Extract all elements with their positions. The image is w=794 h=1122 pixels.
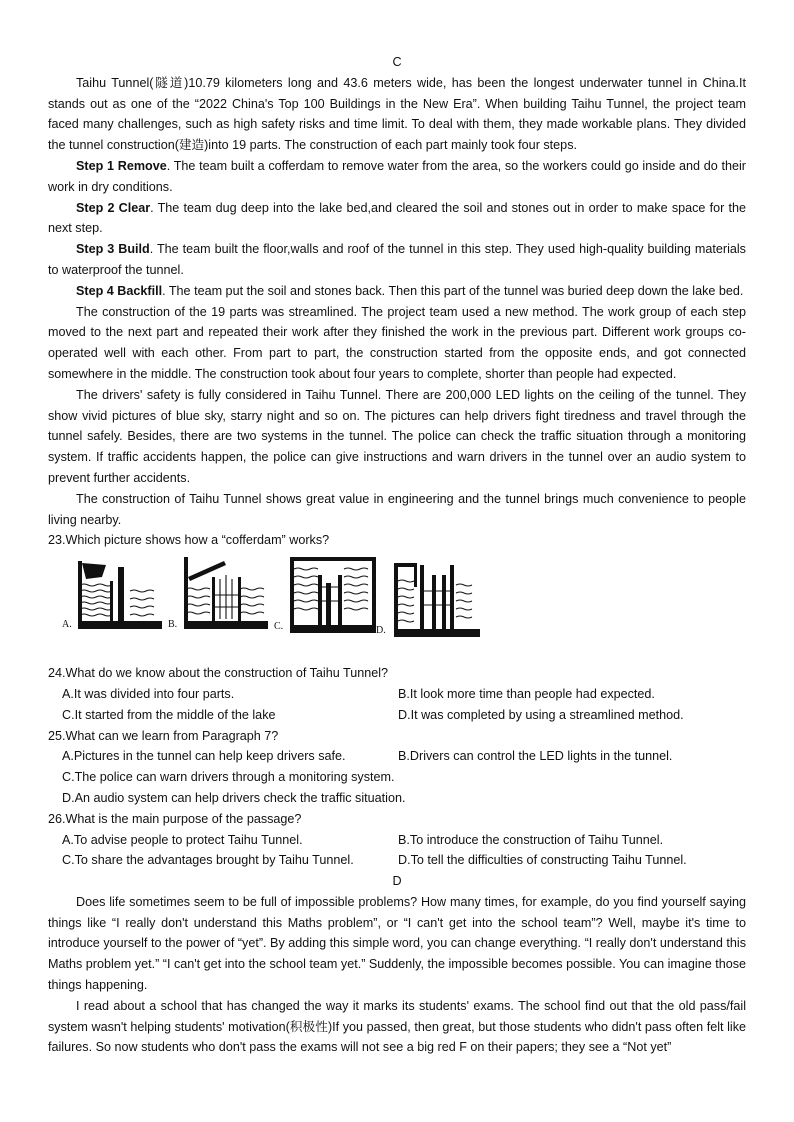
streamlined-paragraph: The construction of the 19 parts was streamlined. The project team used a new method. The work group of each step moved to the next part and repeated their work after they finished the work in the previous part. Different work groups co-operated well with each other. From part to part, the construction started from the opposite ends, and got connected somewhere in the middle. The construction took about four years to complete, shorter than people had expected. xyxy=(48,304,746,381)
section-d-heading: D xyxy=(392,874,402,889)
picture-b[interactable] xyxy=(168,555,268,631)
step-2-paragraph: Step 2 Clear. The team dug deep into the lake bed,and cleared the soil and stones out in order to make space for the next step. xyxy=(48,200,746,236)
picture-d[interactable] xyxy=(376,555,480,637)
question-26-options xyxy=(48,830,746,872)
picture-b-label: B. xyxy=(168,619,178,631)
q26-option-d[interactable]: D.To tell the difficulties of constructing Taihu Tunnel. xyxy=(398,853,687,868)
q24-option-c[interactable]: C.It started from the middle of the lake xyxy=(62,707,276,722)
step-1-title: Step 1 Remove xyxy=(76,158,167,173)
question-25-options xyxy=(48,746,746,808)
step-3-title: Step 3 Build xyxy=(76,242,150,257)
cofferdam-pictures xyxy=(48,555,746,663)
picture-c-label: C. xyxy=(274,621,284,633)
q24-option-d[interactable]: D.It was completed by using a streamlined method. xyxy=(398,707,684,722)
section-c-heading: C xyxy=(392,55,402,69)
picture-d-label: D. xyxy=(376,625,386,637)
step-3-paragraph: Step 3 Build. The team built the floor,walls and roof of the tunnel in this step. They used high-quality building materials to waterproof the tunnel. xyxy=(48,242,746,277)
conclusion-paragraph: The construction of Taihu Tunnel shows great value in engineering and the tunnel brings much convenience to people living nearby. xyxy=(48,491,746,527)
safety-paragraph: The drivers' safety is fully considered in Taihu Tunnel. There are 200,000 LED lights on the ceiling of the tunnel. They show vivid pictures of blue sky, starry night and so on. The pictures can help drivers fight tiredness and travel through the tunnel safely. Besides, there are two systems in the tunnel. The police can check the traffic situation through a monitoring system. If traffic accidents happen, the police can give instructions and warn drivers in the tunnel over an audio system to prevent further accidents. xyxy=(48,387,746,485)
question-25: 25.What can we learn from Paragraph 7? xyxy=(48,728,279,743)
passage-d-paragraph-1: Does life sometimes seem to be full of impossible problems? How many times, for example, do you find yourself saying things like “I really don't understand this Maths problem”, or “I can't get into the school team”? Well, maybe it's time to introduce yourself to the power of “yet”. By adding this simple word, you can change everything. “I really don't understand this Maths problem yet.” “I can't get into the school team yet.” Suddenly, the impossible becomes possible. You can imagine those things happening. xyxy=(48,894,747,993)
q26-option-b[interactable]: B.To introduce the construction of Taihu Tunnel. xyxy=(398,832,664,847)
step-4-title: Step 4 Backfill xyxy=(76,283,163,298)
question-26: 26.What is the main purpose of the passage? xyxy=(48,811,302,826)
q26-option-c[interactable]: C.To share the advantages brought by Taihu Tunnel. xyxy=(62,853,354,868)
question-23: 23.Which picture shows how a “cofferdam” works? xyxy=(48,533,330,548)
question-24-options xyxy=(48,684,746,726)
exam-page xyxy=(48,52,746,1058)
q24-option-a[interactable]: A.It was divided into four parts. xyxy=(62,686,235,701)
q25-option-c[interactable]: C.The police can warn drivers through a monitoring system. xyxy=(62,770,395,785)
question-24: 24.What do we know about the construction of Taihu Tunnel? xyxy=(48,666,389,681)
step-2-title: Step 2 Clear xyxy=(76,200,151,215)
step-4-paragraph: Step 4 Backfill. The team put the soil and stones back. Then this part of the tunnel was buried deep down the lake bed. xyxy=(76,283,744,298)
q26-option-a[interactable]: A.To advise people to protect Taihu Tunnel. xyxy=(62,832,303,847)
passage-d-paragraph-2: I read about a school that has changed the way it marks its students' exams. The school find out that the old pass/fail system wasn't helping students' motivation(积极性)If you passed, then great, but those students who didn't pass often felt like failures. So now students who don't pass the exams will not see a big red F on their papers; they see a “Not yet” xyxy=(48,998,747,1055)
q25-option-b[interactable]: B.Drivers can control the LED lights in the tunnel. xyxy=(398,749,673,764)
picture-a[interactable] xyxy=(62,555,162,631)
q24-option-b[interactable]: B.It look more time than people had expected. xyxy=(398,686,655,701)
q25-option-d[interactable]: D.An audio system can help drivers check the traffic situation. xyxy=(62,790,406,805)
q25-option-a[interactable]: A.Pictures in the tunnel can help keep drivers safe. xyxy=(62,749,346,764)
passage-c-paragraph-1: Taihu Tunnel(隧道)10.79 kilometers long and 43.6 meters wide, has been the longest underwater tunnel in China.It stands out as one of the “2022 China's Top 100 Buildings in the New Era”. When building Taihu Tunnel, the project team faced many challenges, such as high safety risks and time limit. To deal with them, they made workable plans. They divided the tunnel construction(建造)into 19 parts. The construction of each part mainly took four steps. xyxy=(48,74,747,153)
picture-c[interactable] xyxy=(274,555,376,635)
step-1-paragraph: Step 1 Remove. The team built a cofferdam to remove water from the area, so the workers could go inside and do their work in dry conditions. xyxy=(48,158,746,194)
picture-a-label: A. xyxy=(62,619,72,631)
